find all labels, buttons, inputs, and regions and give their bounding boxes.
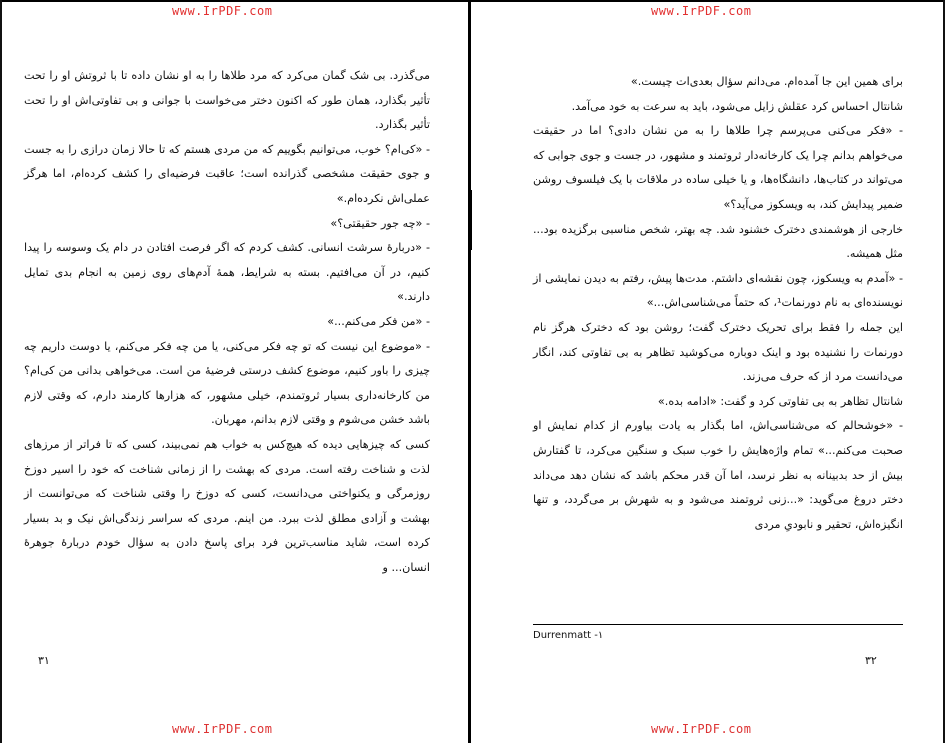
page-number: ۳۲ <box>865 654 877 667</box>
paragraph: می‌گذرد. بی شک گمان می‌کرد که مرد طلاها را به او نشان داده تا با ثروتش او را تحت تأثیر بگذارد، همان طور که اکنون دختر می‌خواست با جوانی و بی تفاوتی‌اش او را تحت تأثیر بگذارد. <box>24 69 430 132</box>
page-number: ۳۱ <box>38 654 50 667</box>
footnote-divider <box>533 624 903 625</box>
paragraph: - «خوشحالم که می‌شناسی‌اش، اما بگذار به یادت بیاورم از کدام نمایش او صحبت می‌کنم...» تمام واژه‌هایش را خوب سبک و سنگین می‌کرد، تا گفتارش بیش از حد بدبینانه به نظر نرسد، اما آن قدر محکم باشد که نشان دهد می‌داند دختر دروغ می‌گوید: «...زنی ثروتمند می‌شود و به شهرش بر می‌گردد، و تنها انگیزه‌اش، تحقیر و نابودیِ مردی <box>533 419 903 531</box>
right-page-text <box>533 70 903 537</box>
footnote: Durrenmatt -۱ <box>533 630 604 641</box>
right-page <box>471 0 943 743</box>
paragraph: - «فکر می‌کنی می‌پرسم چرا طلاها را به من نشان دادی؟ اما در حقیقت می‌خواهم بدانم چرا یک کارخانه‌دار ثروتمند و مشهور، در جست و جوی جوابی که می‌تواند در کتاب‌ها، دانشگاه‌ها، و یا خیلی ساده در ملاقات با یک فیلسوف روشن ضمیر پیدایش کند، به ویسکوز می‌آید؟» <box>533 124 903 211</box>
paragraph: - «چه جور حقیقتی؟» <box>330 216 430 230</box>
paragraph: این جمله را فقط برای تحریک دخترک گفت؛ روشن بود که دخترک هرگز نام دورنمات را نشنیده بود و اینک دوباره می‌کوشید تظاهر به بی تفاوتی کند، انگار می‌دانست مرد از که حرف می‌زند. <box>533 320 903 384</box>
paragraph: کسی که چیزهایی دیده که هیچ‌کس به خواب هم نمی‌بیند، کسی که تا فراتر از مرزهای لذت و شناخت رفته است. مردی که بهشت را از زمانی شناخت که خود را اسیر دوزخ روزمرگی و یکنواختی می‌دانست، کسی که دوزخ را وقتی شناخت که می‌توانست از بهشت و آزادی مطلق لذت ببرد. من اینم. مردی که سراسر زندگی‌اش نیک و بد بسیار کرده است، شاید مناسب‌ترین فرد برای پاسخ دادن به سؤال خودم دربارهٔ جوهرهٔ انسان... و <box>24 437 430 574</box>
paragraph: - «موضوع این نیست که تو چه فکر می‌کنی، یا من چه فکر می‌کنم، یا دوست داریم چه چیزی را باور کنیم، موضوع کشف درستی فرضیهٔ من است. می‌خواهی بدانی من کی‌ام؟ من کارخانه‌داری بسیار ثروتمندم، خیلی مشهور، که هزارها کارمند دارم، که وقتی لازم باشد خشن می‌شوم و وقتی لازم بدانم، مهربان. <box>24 339 430 427</box>
watermark-bottom[interactable]: www.IrPDF.com <box>651 722 752 736</box>
watermark-bottom[interactable]: www.IrPDF.com <box>172 722 273 736</box>
paragraph: - «دربارهٔ سرشت انسانی. کشف کردم که اگر فرصت افتادن در دام یک وسوسه را پیدا کنیم، در آن می‌افتیم. بسته به شرایط، همهٔ آدم‌های روی زمین به انجام بدی تمایل دارند.» <box>24 241 430 304</box>
paragraph: برای همین این جا آمده‌ام. می‌دانم سؤال بعدی‌ات چیست.» <box>630 75 903 88</box>
paragraph: - «کی‌ام؟ خوب، می‌توانیم بگوییم که من مردی هستم که تا حالا زمان درازی را به جست و جوی حقیقت مشخصی گذرانده است؛ عاقبت فرضیه‌ای را کشف کرده‌ام، اما هرگز عملی‌اش نکرده‌ام.» <box>24 142 430 205</box>
left-page-text <box>24 64 430 580</box>
paragraph: - «آمدم به ویسکوز، چون نقشه‌ای داشتم. مدت‌ها پیش، رفتم به دیدن نمایشی از نویسنده‌ای به نام دورنمات¹، که حتماً می‌شناسی‌اش...» <box>533 271 903 310</box>
left-page <box>2 0 468 743</box>
paragraph: خارجی از هوشمندی دخترک خشنود شد. چه بهتر، شخص مناسبی برگزیده بود... مثل همیشه. <box>533 222 903 261</box>
watermark-top[interactable]: www.IrPDF.com <box>172 4 273 18</box>
paragraph: شانتال احساس کرد عقلش زایل می‌شود، باید به سرعت به خود می‌آمد. <box>571 99 903 113</box>
paragraph: شانتال تظاهر به بی تفاوتی کرد و گفت: «ادامه بده.» <box>657 394 903 408</box>
paragraph: - «من فکر می‌کنم...» <box>327 314 430 328</box>
watermark-top[interactable]: www.IrPDF.com <box>651 4 752 18</box>
